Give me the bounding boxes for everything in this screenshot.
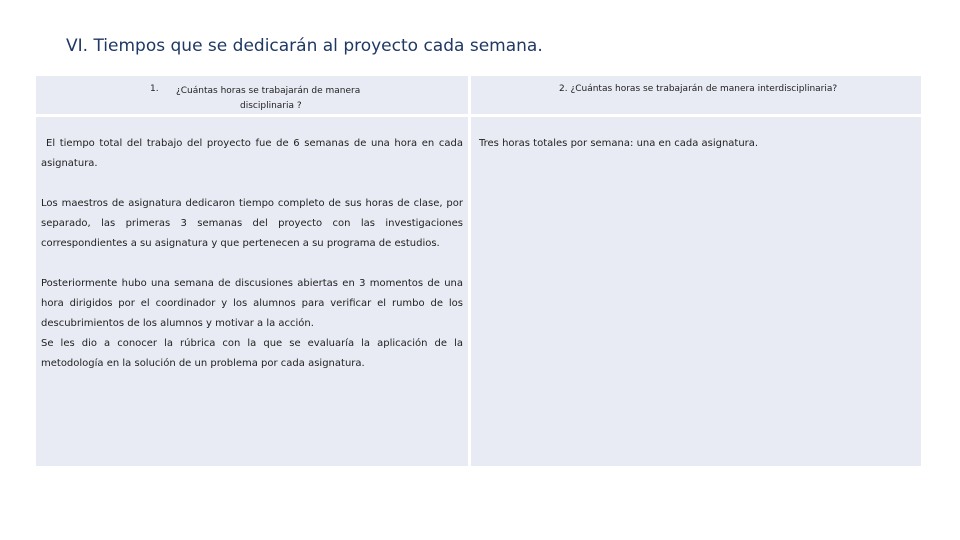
answer-paragraph-discussions: Posteriormente hubo una semana de discusiones abiertas en 3 momentos de una hora dirigidos por el coordinador y los alumnos para verificar el rumbo de los descubrimientos de los alumnos y motivar a la acción.	[41, 278, 463, 329]
answer-paragraph-teachers: Los maestros de asignatura dedicaron tiempo completo de sus horas de clase, por separado, las primeras 3 semanas del proyecto con las investigaciones correspondientes a su asignatura y que pertenecen a su programa de estudios.	[41, 198, 463, 249]
question-number-1: 1.	[150, 84, 159, 94]
question-disciplinary-line1: ¿Cuántas horas se trabajarán de manera	[176, 86, 361, 96]
body-cell-disciplinary	[36, 117, 468, 466]
question-disciplinary-line2: disciplinaria ?	[240, 101, 302, 111]
slide-title: VI. Tiempos que se dedicarán al proyecto cada semana.	[66, 36, 543, 56]
interdisciplinary-answer: Tres horas totales por semana: una en cada asignatura.	[479, 138, 759, 149]
hours-table	[36, 76, 921, 466]
question-disciplinary	[176, 84, 376, 114]
answer-paragraph-rubric: Se les dio a conocer la rúbrica con la que se evaluaría la aplicación de la metodología en la solución de un problema por cada asignatura.	[41, 338, 463, 369]
body-cell-interdisciplinary	[471, 117, 921, 466]
disciplinary-answer	[41, 134, 463, 374]
answer-paragraph-total-time: El tiempo total del trabajo del proyecto fue de 6 semanas de una hora en cada asignatura.	[41, 138, 463, 169]
question-interdisciplinary: 2. ¿Cuántas horas se trabajarán de manera interdisciplinaria?	[559, 84, 838, 94]
header-cell-disciplinary	[36, 76, 468, 114]
header-cell-interdisciplinary	[471, 76, 921, 114]
